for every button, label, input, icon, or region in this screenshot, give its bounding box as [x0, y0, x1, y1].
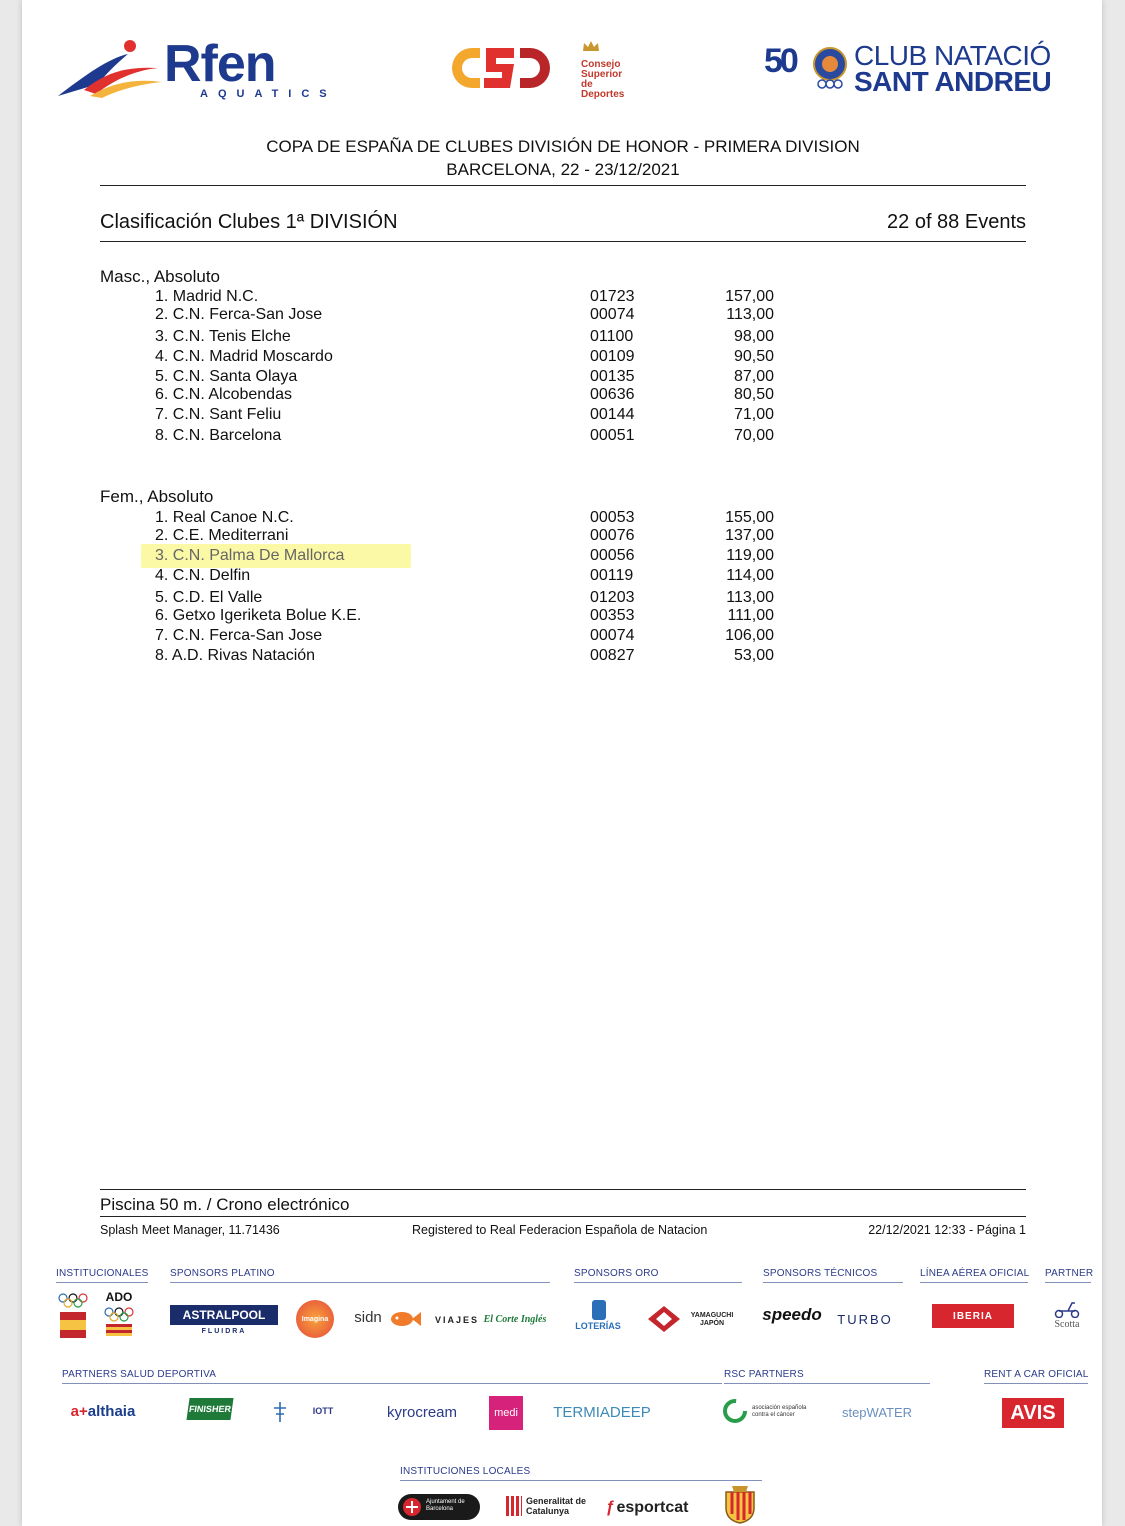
club-code: 00827 [590, 647, 635, 664]
olympic-rings-icon [104, 1306, 134, 1322]
rfen-subtitle: AQUATICS [200, 88, 337, 100]
registration-info: Registered to Real Federacion Española de Natacion [412, 1223, 708, 1237]
club-code: 00053 [590, 509, 635, 526]
club-points: 137,00 [725, 527, 774, 544]
esportcat-swoosh-icon: ƒ [605, 1499, 615, 1516]
club-points: 90,50 [733, 348, 774, 365]
plus-icon: a+ [70, 1402, 88, 1420]
club-points: 119,00 [726, 547, 774, 564]
club-points: 53,00 [733, 647, 774, 664]
results-table-fem [100, 509, 1026, 674]
csd-text: Consejo Superior de Deportes [581, 59, 625, 100]
club-name: 1. Madrid N.C. [155, 288, 259, 305]
table-row [100, 627, 1026, 647]
olympic-rings-icon [58, 1292, 88, 1308]
turbo-logo: TURBO [837, 1311, 893, 1327]
divider [100, 241, 1026, 242]
group-title-masc: Masc., Absoluto [100, 267, 221, 286]
medi-logo: medi [489, 1396, 523, 1430]
club-crest-icon [812, 46, 848, 90]
club-name: 3. C.N. Tenis Elche [155, 328, 291, 345]
table-row [100, 368, 1026, 388]
table-row [100, 348, 1026, 368]
club-points: 87,00 [733, 368, 774, 385]
club-points: 113,00 [726, 306, 774, 323]
divider [574, 1282, 742, 1283]
eye-clinic-icon [272, 1400, 288, 1424]
club-name-line2: SANT ANDREU [854, 66, 1052, 97]
club-points: 113,00 [726, 589, 774, 606]
divider [62, 1383, 722, 1384]
sant-andreu-crest-icon [720, 1484, 760, 1524]
table-row [100, 328, 1026, 348]
table-row-highlighted [100, 547, 1026, 567]
club-points: 70,00 [733, 427, 774, 444]
table-row [100, 509, 1026, 529]
club-name: 6. C.N. Alcobendas [155, 386, 292, 403]
scooter-icon [1054, 1300, 1080, 1318]
aecc-ring-icon [722, 1398, 748, 1424]
title-line1: COPA DE ESPAÑA DE CLUBES DIVISIÓN DE HONOR - PRIMERA DIVISION [266, 137, 860, 156]
table-row [100, 567, 1026, 587]
results-table-masc [100, 288, 1026, 453]
swimmer-icon [54, 38, 164, 100]
heading-oro: SPONSORS ORO [574, 1268, 659, 1279]
club-name-line1: CLUB NATACIÓ [854, 40, 1051, 71]
heading-locales: INSTITUCIONES LOCALES [400, 1466, 531, 1477]
heading-aerea: LÍNEA AÉREA OFICIAL [920, 1268, 1030, 1279]
iott-logo: IOTT [312, 1406, 334, 1416]
divider [100, 1216, 1026, 1217]
aecc-logo: asociación española contra el cáncer [752, 1405, 807, 1418]
club-points: 114,00 [726, 567, 774, 584]
club-code: 00135 [590, 368, 635, 385]
crown-icon [582, 40, 600, 52]
astralpool-logo: ASTRALPOOL [170, 1305, 278, 1325]
club-name: 1. Real Canoe N.C. [155, 509, 294, 526]
heading-rent: RENT A CAR OFICIAL [984, 1369, 1089, 1380]
divider [100, 185, 1026, 186]
barcelona-logo [398, 1494, 480, 1520]
club-code: 00074 [590, 306, 635, 323]
ado-stripes-icon [106, 1324, 132, 1336]
club-name: 4. C.N. Delfin [155, 567, 251, 584]
club-code: 00056 [590, 547, 635, 564]
club-name: 6. Getxo Igeriketa Bolue K.E. [155, 607, 362, 624]
table-row [100, 527, 1026, 547]
club-code: 00636 [590, 386, 635, 403]
club-name: 5. C.N. Santa Olaya [155, 368, 298, 385]
club-code: 00074 [590, 627, 635, 644]
results-page [22, 0, 1102, 1526]
kyrocream-logo: kyrocream [386, 1403, 457, 1421]
club-name: 7. C.N. Sant Feliu [155, 406, 282, 423]
divider [1045, 1282, 1091, 1283]
club-badge-50: 50 [764, 42, 796, 80]
termiadeep-logo: TERMIADEEP [553, 1403, 651, 1421]
club-code: 00109 [590, 348, 635, 365]
spain-flag-icon [60, 1312, 86, 1338]
iberia-logo: IBERIA [932, 1304, 1014, 1328]
corte-ingles-logo: El Corte Inglés [483, 1313, 547, 1325]
table-row [100, 607, 1026, 627]
club-code: 00353 [590, 607, 635, 624]
yamaguchi-mark-icon [646, 1304, 682, 1334]
club-logo [764, 40, 1064, 96]
club-code: 00119 [590, 567, 634, 584]
pool-info: Piscina 50 m. / Crono electrónico [100, 1195, 350, 1214]
barcelona-shield-icon [402, 1497, 422, 1517]
classification-title: Clasificación Clubes 1ª DIVISIÓN [100, 211, 398, 233]
club-points: 155,00 [725, 509, 774, 526]
club-points: 106,00 [725, 627, 774, 644]
scotta-logo: Scotta [1054, 1318, 1080, 1330]
rfen-wordmark: Rfen [164, 35, 276, 93]
heading-tecnicos: SPONSORS TÉCNICOS [763, 1268, 878, 1279]
heading-platino: SPONSORS PLATINO [170, 1268, 275, 1279]
competition-title [100, 135, 1026, 181]
club-points: 157,00 [725, 288, 774, 305]
divider [100, 1189, 1026, 1190]
divider [724, 1383, 930, 1384]
speedo-logo: speedo [762, 1305, 822, 1324]
club-code: 00144 [590, 406, 635, 423]
table-row [100, 306, 1026, 326]
club-points: 111,00 [727, 607, 774, 624]
rfen-logo [54, 35, 337, 103]
loterias-logo: LOTERÍAS [575, 1321, 621, 1331]
events-count: 22 of 88 Events [887, 211, 1026, 233]
csd-logo [450, 40, 630, 100]
barcelona-label: Ajuntament de Barcelona [426, 1499, 465, 1512]
divider [56, 1282, 148, 1283]
table-row [100, 386, 1026, 406]
table-row [100, 427, 1026, 447]
club-code: 00051 [590, 427, 635, 444]
heading-partner: PARTNER [1045, 1268, 1094, 1279]
club-name: 2. C.N. Ferca-San Jose [155, 306, 323, 323]
csd-mark-icon [450, 44, 550, 92]
software-info: Splash Meet Manager, 11.71436 [100, 1223, 280, 1237]
divider [400, 1480, 762, 1481]
club-name: 4. C.N. Madrid Moscardo [155, 348, 333, 365]
table-row [100, 647, 1026, 667]
club-points: 80,50 [733, 386, 774, 403]
group-title-fem: Fem., Absoluto [100, 487, 214, 506]
club-code: 00076 [590, 527, 635, 544]
club-name: 5. C.D. El Valle [155, 589, 263, 606]
heading-rsc: RSC PARTNERS [724, 1369, 804, 1380]
date-page-info: 22/12/2021 12:33 - Página 1 [868, 1223, 1026, 1237]
title-line2: BARCELONA, 22 - 23/12/2021 [446, 160, 680, 179]
esportcat-logo: ƒ esportcat [605, 1499, 689, 1516]
club-name: 3. C.N. Palma De Mallorca [155, 547, 345, 564]
club-code: 01203 [590, 589, 635, 606]
club-points: 71,00 [733, 406, 774, 423]
yamaguchi-logo: YAMAGUCHI JAPÓN [690, 1312, 734, 1327]
finisher-logo: FINISHER [186, 1398, 233, 1420]
generalitat-logo: Generalitat de Catalunya [526, 1496, 587, 1516]
club-name: 8. C.N. Barcelona [155, 427, 282, 444]
club-code: 01723 [590, 288, 635, 305]
club-code: 01100 [590, 328, 634, 345]
imagina-logo: Imagina [296, 1300, 334, 1338]
stepwater-logo: stepWATER [841, 1404, 913, 1420]
divider [984, 1383, 1088, 1384]
fluidra-logo: FLUIDRA [201, 1327, 247, 1335]
table-row [100, 288, 1026, 308]
althaia-logo: a+ althaia [70, 1402, 136, 1420]
club-name: 8. A.D. Rivas Natación [155, 647, 316, 664]
ado-logo: ADO [105, 1290, 133, 1304]
avis-logo: AVIS [1002, 1398, 1064, 1428]
table-row [100, 406, 1026, 426]
heading-salud: PARTNERS SALUD DEPORTIVA [62, 1369, 217, 1380]
divider [920, 1282, 1028, 1283]
divider [170, 1282, 550, 1283]
sidn-logo: sidn [354, 1308, 382, 1326]
viajes-logo: VIAJES [435, 1315, 480, 1325]
divider [763, 1282, 903, 1283]
generalitat-stripes-icon [506, 1496, 522, 1516]
club-points: 98,00 [733, 328, 774, 345]
fish-icon [388, 1310, 422, 1328]
heading-institucionales: INSTITUCIONALES [56, 1268, 149, 1279]
table-row [100, 589, 1026, 609]
club-name: 2. C.E. Mediterrani [155, 527, 289, 544]
club-name: 7. C.N. Ferca-San Jose [155, 627, 323, 644]
loterias-mark-icon [592, 1300, 606, 1320]
